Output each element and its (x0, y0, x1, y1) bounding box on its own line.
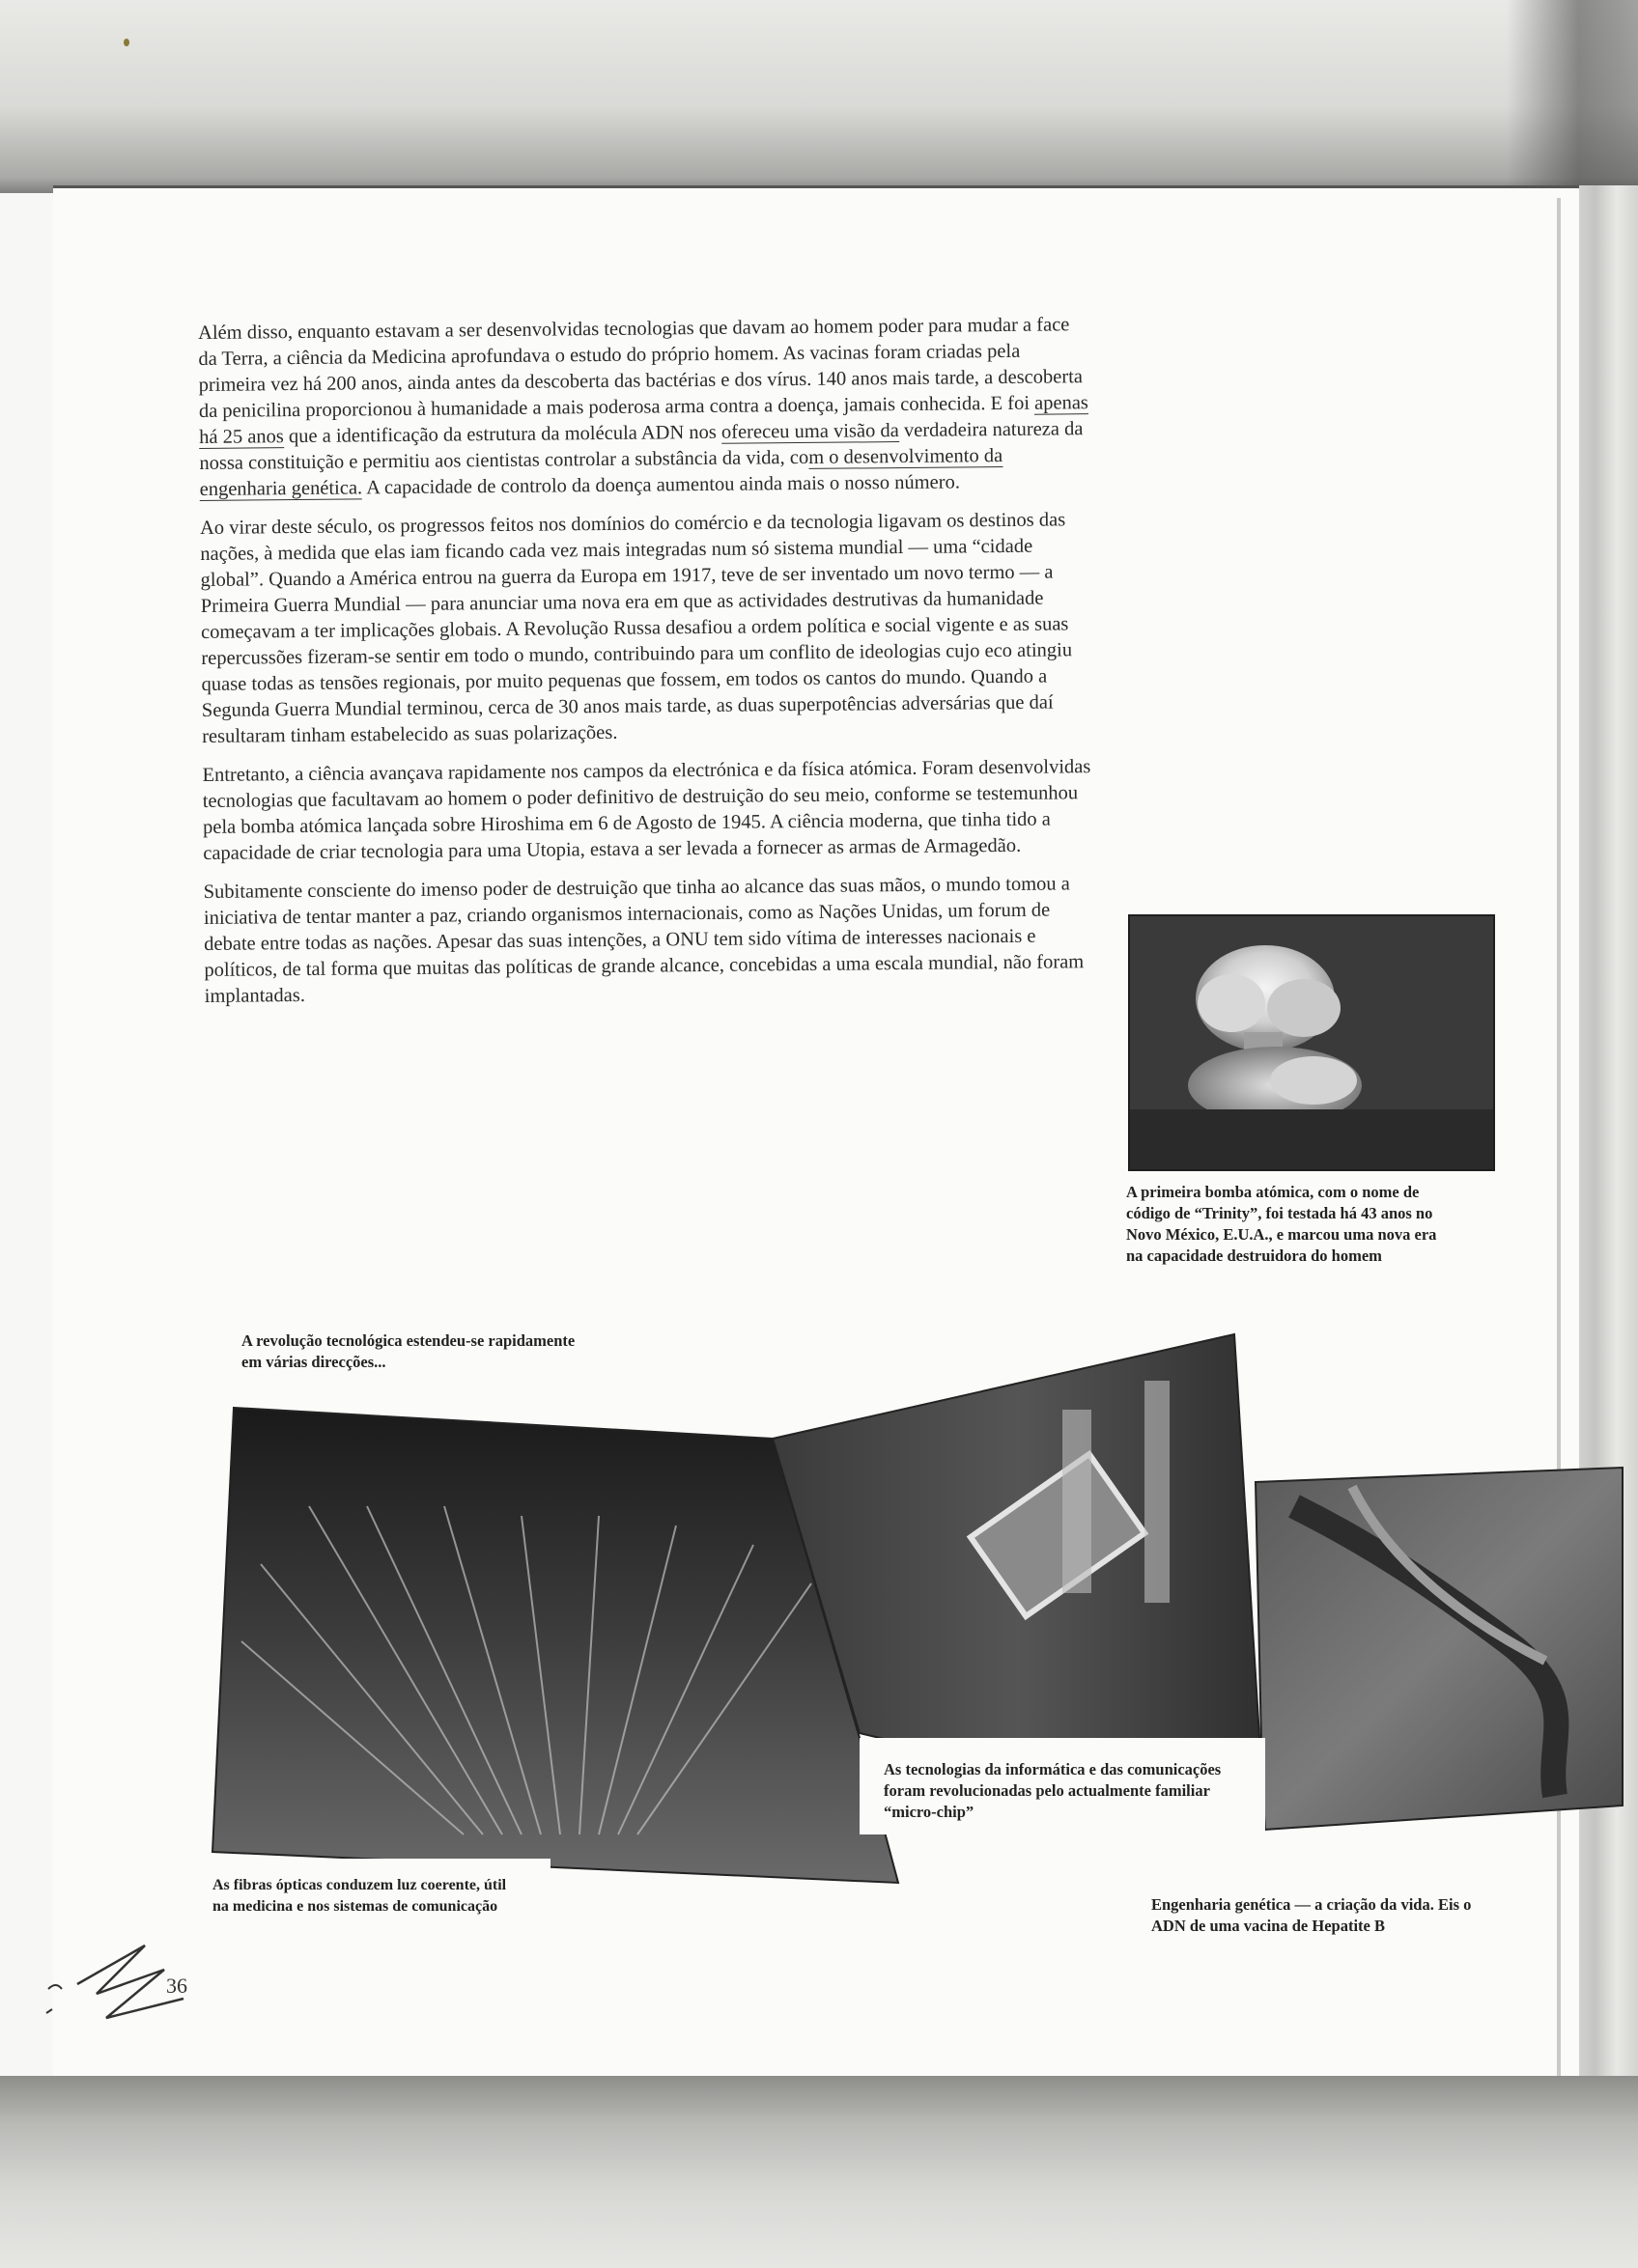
article-paragraph (200, 507, 1095, 750)
scan-bottom-shadow (0, 2076, 1638, 2268)
mushroom-cloud-illustration (1130, 916, 1493, 1169)
text-segment: Além disso, enquanto estavam a ser desenvolvidas tecnologias que davam ao homem poder para mudar a face da Terra, a ciência da Medicina aprofundava o estudo do próprio homem. As vacinas foram criadas pela primeira vez há 200 anos, ainda antes da descoberta das bactérias e dos vírus. 140 anos mais tarde, a descoberta da penicilina proporcionou à humanidade a mais poderosa arma contra a doença, jamais conhecida. E foi (198, 314, 1084, 422)
caption-tech-revolution: A revolução tecnológica estendeu-se rapidamente em várias direcções... (241, 1331, 576, 1371)
underlined-text: apenas há 25 anos (199, 392, 1088, 448)
text-segment: verdadeira natureza da nossa constituição e permitiu aos cientistas controlar a substância da vida, co (199, 418, 1084, 474)
text-segment: Ao virar deste século, os progressos feitos nos domínios do comércio e da tecnologia ligavam os destinos das nações, à medida que elas iam ficando cada vez mais integradas num só sistema mundial — uma “cidade global”. Quando a América entrou na guerra da Europa em 1917, teve de ser inventado um novo termo — a Primeira Guerra Mundial — para anunciar uma nova era em que as actividades destrutivas da humanidade começavam a ter implicações globais. A Revolução Russa desafiou a ordem política e social vigente e as suas repercussões fizeram-se sentir em todo o mundo, contribuindo para um conflito de ideologias cujo eco atingiu quase todas as tensões regionais, por muito pequenas que fossem, em todos os cantos do mundo. Quando a Segunda Guerra Mundial terminou, cerca de 30 anos mais tarde, as duas superpotências adversárias que daí resultaram tinham estabelecido as suas polarizações. (199, 509, 1073, 747)
dna-photo (1256, 1468, 1623, 1830)
scan-corner-shadow (1507, 0, 1638, 193)
caption-fibre-optics: As fibras ópticas conduzem luz coerente, útil na medicina e nos sistemas de comunicação (212, 1877, 507, 1915)
article-paragraph (204, 871, 1098, 1010)
atomic-bomb-photo (1128, 914, 1495, 1171)
underlined-text: m o desenvolvimento da engenharia genética. (199, 445, 1003, 500)
text-segment: Subitamente consciente do imenso poder de destruição que tinha ao alcance das suas mãos, o mundo tomou a iniciativa de tentar manter a paz, criando organismos internacionais, como as Nações Unidas, um forum de debate entre todas as nações. Apesar das suas intenções, a ONU tem sido vítima de interesses nacionais e políticos, de tal forma que muitas das políticas de grande alcance, concebidas a uma escala mundial, não foram implantadas. (203, 873, 1085, 1007)
text-segment: A capacidade de controlo da doença aumentou ainda mais o nosso número. (362, 471, 961, 499)
article-body (198, 312, 1098, 1022)
text-segment: que a identificação da estrutura da molécula ADN nos (283, 421, 722, 448)
page-number: 36 (166, 1974, 187, 1998)
dust-speck (124, 39, 129, 46)
article-paragraph (202, 754, 1096, 867)
caption-microchip: As tecnologias da informática e das comunicações foram revolucionadas pelo actualmente familiar “micro-chip” (884, 1760, 1222, 1821)
text-segment: Entretanto, a ciência avançava rapidamente nos campos da electrónica e da física atómica. Foram desenvolvidas tecnologias que facultavam ao homem o poder definitivo de destruição do seu meio, conforme se testemunhou pela bomba atómica lançada sobre Hiroshima em 6 de Agosto de 1945. A ciência moderna, que tinha tido a capacidade de criar tecnologia para uma Utopia, estava a ser levada a fornecer as armas de Armagedão. (202, 756, 1091, 864)
caption-genetic-engineering: Engenharia genética — a criação da vida. Eis o ADN de uma vacina de Hepatite B (1151, 1895, 1472, 1935)
article-paragraph (198, 312, 1093, 503)
underlined-text: ofereceu uma visão da (720, 420, 899, 443)
caption-atomic-bomb: A primeira bomba atómica, com o nome de código de “Trinity”, foi testada há 43 anos no Novo México, E.U.A., e marcou uma nova era na capacidade destruidora do homem (1126, 1183, 1437, 1265)
scan-top-shadow (0, 0, 1638, 193)
